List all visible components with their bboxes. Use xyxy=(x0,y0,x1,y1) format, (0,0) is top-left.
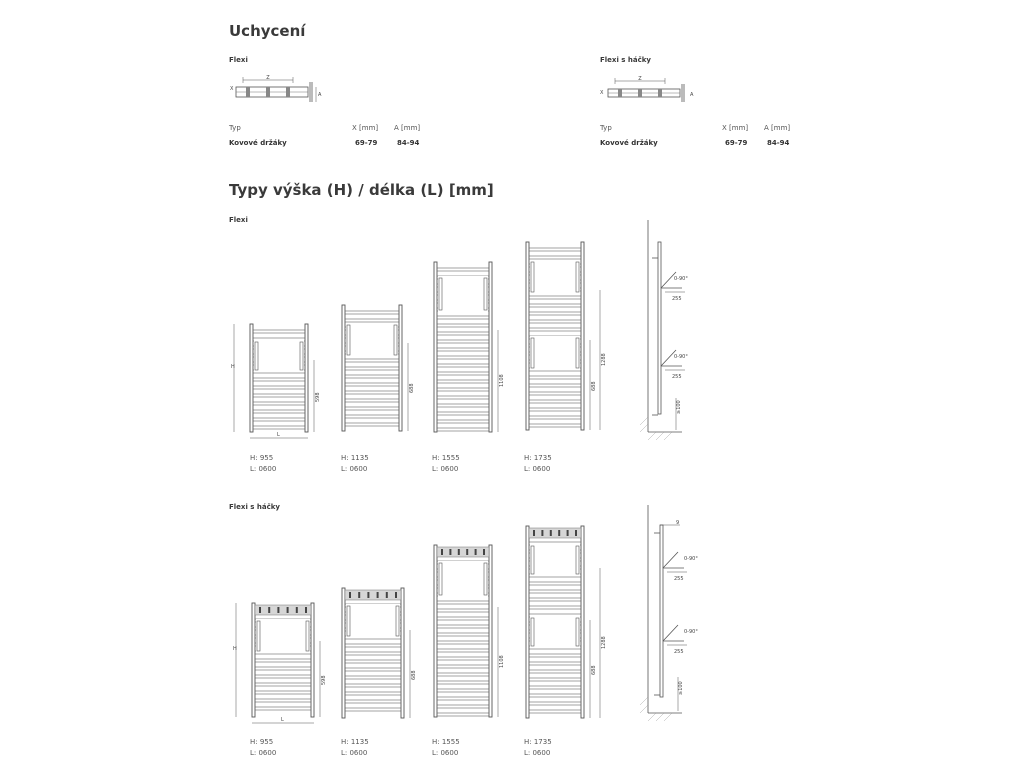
hook-panel xyxy=(529,528,581,538)
mounting-title: Uchycení xyxy=(229,22,306,40)
radiator-bar xyxy=(345,367,399,370)
radiator-bar xyxy=(437,268,489,271)
dim-z-label: Z xyxy=(638,76,642,82)
radiator-bar xyxy=(529,384,581,387)
hook-icon xyxy=(575,530,577,536)
dimension-label: 1108 xyxy=(499,655,505,668)
radiator-post xyxy=(250,324,253,432)
radiator-bar xyxy=(255,667,311,670)
radiator-bar xyxy=(529,686,581,689)
dim-x-label: X xyxy=(600,90,604,96)
radiator-bar xyxy=(437,681,489,684)
radiator-bar xyxy=(345,399,399,402)
radiator-post xyxy=(526,526,529,718)
depth-label: 255 xyxy=(674,576,684,582)
radiator-bar xyxy=(437,657,489,660)
mounting-diagram-flexi xyxy=(228,72,323,106)
height-label: H xyxy=(231,364,235,370)
dimension-label: 1288 xyxy=(601,636,607,649)
radiator-bar xyxy=(345,311,399,314)
hook-icon xyxy=(367,592,369,598)
hook-icon xyxy=(268,607,270,613)
dimension-label: 598 xyxy=(321,675,327,685)
radiator-bar xyxy=(437,601,489,604)
hook-icon xyxy=(541,530,543,536)
radiator-post xyxy=(311,603,314,717)
model-height: H: 955 xyxy=(250,738,274,746)
hook-icon xyxy=(296,607,298,613)
model-length: L: 0600 xyxy=(341,749,368,757)
radiator-bar xyxy=(529,710,581,713)
radiator-bar xyxy=(345,708,401,711)
radiator-bar xyxy=(437,396,489,399)
hook-icon xyxy=(558,530,560,536)
angle-label: 0-90° xyxy=(674,354,688,360)
radiator-post xyxy=(434,545,437,717)
dimension-label: 598 xyxy=(315,392,321,402)
hook-icon xyxy=(475,549,477,555)
hook-icon xyxy=(305,607,307,613)
radiator-bar xyxy=(345,644,401,647)
depth-label: 255 xyxy=(672,374,682,380)
radiator-bar xyxy=(529,296,581,299)
radiator-post xyxy=(401,588,404,718)
model-length: L: 0600 xyxy=(250,749,277,757)
radiator-bar xyxy=(529,590,581,593)
dimension-label: 688 xyxy=(591,665,597,675)
radiator-bar xyxy=(345,652,401,655)
hook-icon xyxy=(395,592,397,598)
radiator-bar xyxy=(529,670,581,673)
dim-x-label: X xyxy=(230,86,234,92)
radiator-bar xyxy=(529,304,581,307)
radiator-bar xyxy=(437,332,489,335)
radiator-bar xyxy=(345,660,401,663)
radiator-bar xyxy=(437,617,489,620)
table-row-x: 69-79 xyxy=(725,139,748,147)
model-height: H: 1555 xyxy=(432,454,460,462)
radiator-bar xyxy=(529,320,581,323)
table-header-type: Typ xyxy=(229,124,241,132)
radiator-flexi-955 xyxy=(230,320,330,445)
radiator-hooks-1135 xyxy=(336,580,421,730)
hook-icon xyxy=(277,607,279,613)
hook-panel xyxy=(345,590,401,600)
angle-label: 0-90° xyxy=(684,556,698,562)
dim-a-label: A xyxy=(690,92,694,98)
radiator-post xyxy=(526,242,529,430)
radiator-bar xyxy=(529,598,581,601)
radiator-post xyxy=(581,242,584,430)
mounting-right-subtitle: Flexi s háčky xyxy=(600,56,651,64)
hook-icon xyxy=(550,530,552,536)
radiator-bar xyxy=(253,378,305,381)
radiator-bar xyxy=(345,676,401,679)
length-label: L xyxy=(281,717,284,723)
depth-label: 255 xyxy=(672,296,682,302)
radiator-bar xyxy=(437,348,489,351)
radiator-post xyxy=(342,588,345,718)
hook-panel xyxy=(255,605,311,615)
radiator-bar xyxy=(529,662,581,665)
side-view-flexi xyxy=(640,220,710,445)
model-height: H: 955 xyxy=(250,454,274,462)
radiator-bar xyxy=(255,707,311,710)
radiator-open-section xyxy=(256,619,310,653)
radiator-bar xyxy=(529,694,581,697)
radiator-post xyxy=(489,545,492,717)
radiator-flexi-1735 xyxy=(520,240,615,443)
radiator-bar xyxy=(437,388,489,391)
radiator-open-section xyxy=(530,336,580,370)
hook-icon xyxy=(287,607,289,613)
radiator-bar xyxy=(345,423,399,426)
radiator-bar xyxy=(437,665,489,668)
radiator-bar xyxy=(255,699,311,702)
radiator-bar xyxy=(437,324,489,327)
radiator-open-section xyxy=(254,340,304,372)
hook-icon xyxy=(358,592,360,598)
hook-panel xyxy=(437,547,489,557)
dimension-label: 688 xyxy=(411,670,417,680)
dimension-label: 1288 xyxy=(601,353,607,366)
radiator-bar xyxy=(345,407,399,410)
flexi-subtitle: Flexi xyxy=(229,216,248,224)
radiator-bar xyxy=(345,700,401,703)
table-row-type: Kovové držáky xyxy=(600,139,658,147)
model-length: L: 0600 xyxy=(250,465,277,473)
table-row-a: 84-94 xyxy=(397,139,420,147)
table-header-a: A [mm] xyxy=(394,124,421,132)
mounting-diagram-hooks xyxy=(600,72,695,106)
radiator-bar xyxy=(253,330,305,333)
model-height: H: 1735 xyxy=(524,738,552,746)
radiator-bar xyxy=(437,649,489,652)
radiator-bar xyxy=(529,424,581,427)
radiator-bar xyxy=(437,697,489,700)
radiator-hooks-1735 xyxy=(520,520,615,730)
radiator-open-section xyxy=(530,544,580,576)
radiator-post xyxy=(489,262,492,432)
model-length: L: 0600 xyxy=(524,749,551,757)
radiator-open-section xyxy=(530,616,580,648)
radiator-bar xyxy=(437,689,489,692)
radiator-post xyxy=(305,324,308,432)
radiator-bar xyxy=(253,410,305,413)
radiator-bar xyxy=(437,412,489,415)
radiator-bar xyxy=(437,705,489,708)
radiator-bar xyxy=(255,659,311,662)
radiator-bar xyxy=(529,312,581,315)
dim-a-label: A xyxy=(318,92,322,98)
radiator-bar xyxy=(255,675,311,678)
radiator-bar xyxy=(529,416,581,419)
radiator-flexi-1135 xyxy=(336,303,421,443)
model-height: H: 1135 xyxy=(341,738,369,746)
mounting-left-subtitle: Flexi xyxy=(229,56,248,64)
hook-icon xyxy=(466,549,468,555)
model-height: H: 1135 xyxy=(341,454,369,462)
table-row-x: 69-79 xyxy=(355,139,378,147)
radiator-bar xyxy=(255,683,311,686)
radiator-bar xyxy=(529,654,581,657)
radiator-bar xyxy=(437,380,489,383)
radiator-bar xyxy=(529,606,581,609)
radiator-post xyxy=(399,305,402,431)
dim-z-label: Z xyxy=(266,75,270,81)
radiator-bar xyxy=(255,691,311,694)
radiator-post xyxy=(434,262,437,432)
hook-icon xyxy=(533,530,535,536)
radiator-bar xyxy=(529,400,581,403)
radiator-bar xyxy=(253,418,305,421)
bottom-clearance-label: ≥100 xyxy=(678,681,684,695)
radiator-post xyxy=(342,305,345,431)
dimension-label: 688 xyxy=(409,383,415,393)
radiator-bar xyxy=(345,684,401,687)
model-height: H: 1555 xyxy=(432,738,460,746)
table-header-x: X [mm] xyxy=(352,124,379,132)
hook-icon xyxy=(441,549,443,555)
radiator-bar xyxy=(437,713,489,716)
radiator-bar xyxy=(345,319,399,322)
radiator-bar xyxy=(345,383,399,386)
hook-icon xyxy=(449,549,451,555)
radiator-bar xyxy=(345,359,399,362)
hook-icon xyxy=(567,530,569,536)
radiator-bar xyxy=(529,582,581,585)
radiator-bar xyxy=(345,375,399,378)
radiator-bar xyxy=(437,633,489,636)
radiator-bar xyxy=(437,340,489,343)
height-label: H xyxy=(233,646,237,652)
table-header-x: X [mm] xyxy=(722,124,749,132)
radiator-bar xyxy=(437,356,489,359)
angle-label: 0-90° xyxy=(684,629,698,635)
top-dim-label: 9 xyxy=(676,520,680,526)
radiator-post xyxy=(252,603,255,717)
radiator-bar xyxy=(345,692,401,695)
table-header-a: A [mm] xyxy=(764,124,791,132)
radiator-bar xyxy=(437,316,489,319)
depth-label: 255 xyxy=(674,649,684,655)
hook-icon xyxy=(259,607,261,613)
side-view-hooks xyxy=(640,505,712,730)
radiator-bar xyxy=(253,386,305,389)
types-title: Typy výška (H) / délka (L) [mm] xyxy=(229,181,494,199)
table-header-type: Typ xyxy=(600,124,612,132)
radiator-open-section xyxy=(438,561,488,597)
table-row-a: 84-94 xyxy=(767,139,790,147)
model-length: L: 0600 xyxy=(432,749,459,757)
radiator-bar xyxy=(529,248,581,251)
radiator-open-section xyxy=(438,276,488,312)
hooks-subtitle: Flexi s háčky xyxy=(229,503,280,511)
radiator-bar xyxy=(529,376,581,379)
radiator-bar xyxy=(437,372,489,375)
model-length: L: 0600 xyxy=(432,465,459,473)
radiator-bar xyxy=(345,391,399,394)
hook-icon xyxy=(458,549,460,555)
table-row-type: Kovové držáky xyxy=(229,139,287,147)
radiator-bar xyxy=(437,364,489,367)
dimension-label: 1108 xyxy=(499,374,505,387)
radiator-flexi-1555 xyxy=(428,260,513,443)
bottom-clearance-label: ≥100 xyxy=(676,400,682,414)
radiator-bar xyxy=(529,256,581,259)
radiator-hooks-1555 xyxy=(428,537,513,730)
radiator-bar xyxy=(437,404,489,407)
hook-icon xyxy=(377,592,379,598)
radiator-bar xyxy=(253,394,305,397)
model-length: L: 0600 xyxy=(524,465,551,473)
radiator-bar xyxy=(529,392,581,395)
radiator-bar xyxy=(437,673,489,676)
radiator-bar xyxy=(437,609,489,612)
radiator-bar xyxy=(437,428,489,431)
radiator-open-section xyxy=(346,323,398,357)
radiator-open-section xyxy=(530,260,580,294)
radiator-bar xyxy=(345,415,399,418)
radiator-hooks-955 xyxy=(232,595,332,730)
model-length: L: 0600 xyxy=(341,465,368,473)
hook-icon xyxy=(349,592,351,598)
radiator-bar xyxy=(529,328,581,331)
radiator-post xyxy=(581,526,584,718)
radiator-bar xyxy=(529,678,581,681)
radiator-bar xyxy=(437,641,489,644)
radiator-bar xyxy=(345,668,401,671)
dimension-label: 688 xyxy=(591,381,597,391)
radiator-open-section xyxy=(346,604,400,638)
radiator-bar xyxy=(529,408,581,411)
model-height: H: 1735 xyxy=(524,454,552,462)
hook-icon xyxy=(386,592,388,598)
hook-icon xyxy=(483,549,485,555)
radiator-bar xyxy=(253,426,305,429)
length-label: L xyxy=(277,432,280,438)
angle-label: 0-90° xyxy=(674,276,688,282)
radiator-bar xyxy=(437,625,489,628)
radiator-bar xyxy=(437,420,489,423)
radiator-bar xyxy=(253,402,305,405)
radiator-bar xyxy=(529,702,581,705)
